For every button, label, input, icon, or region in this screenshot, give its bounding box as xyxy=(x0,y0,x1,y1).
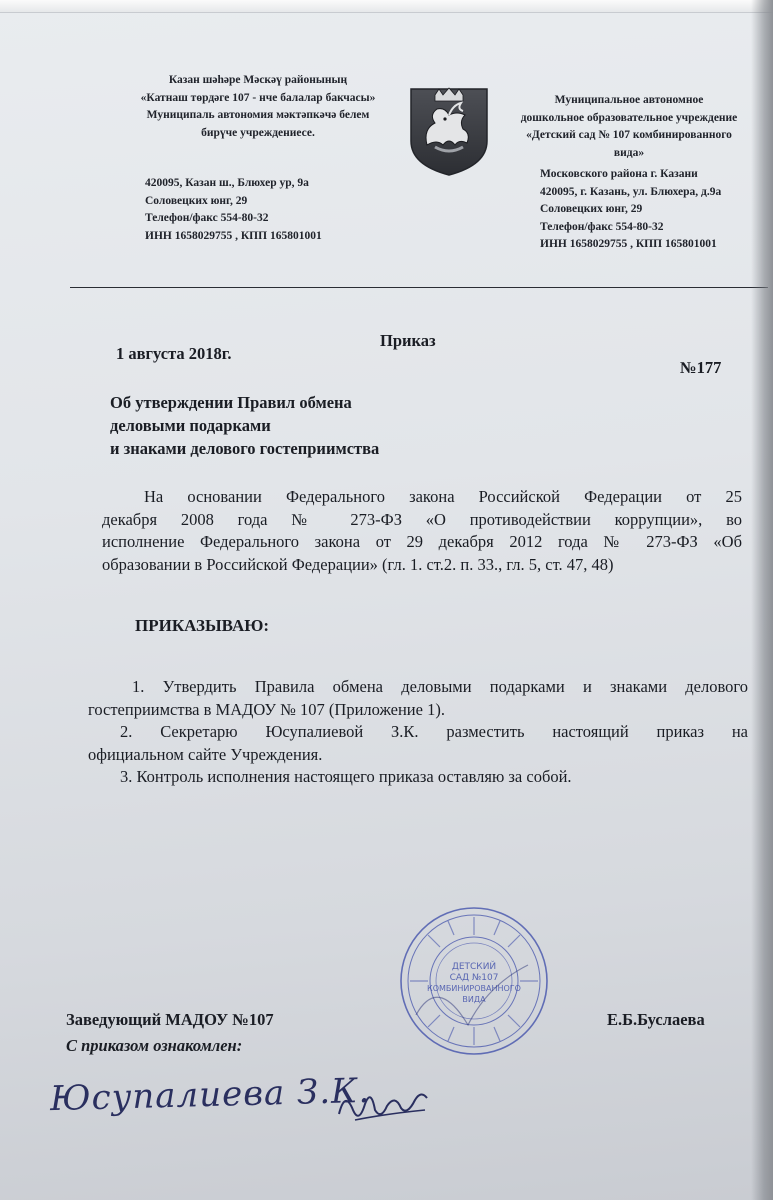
header-left-org-name xyxy=(108,72,408,142)
header-right-address xyxy=(540,166,770,254)
order-directive-heading: ПРИКАЗЫВАЮ: xyxy=(135,616,270,635)
kazan-coat-of-arms-icon xyxy=(405,85,493,177)
acknowledgement-label: С приказом ознакомлен: xyxy=(66,1036,243,1055)
header-right-line: вида» xyxy=(613,146,645,159)
order-item-line: 2. Секретарю Юсупалиевой З.К. разместить настоящий приказ на xyxy=(120,722,748,741)
header-right-line: «Детский сад № 107 комбинированного xyxy=(526,129,732,141)
order-item-line: гостеприимства в МАДОУ № 107 (Приложение 1). xyxy=(88,699,445,719)
header-left-line: «Катнаш төрдәге 107 - нче балалар бакчасы» xyxy=(140,91,376,104)
order-item-line: 3. Контроль исполнения настоящего приказа оставляю за собой. xyxy=(120,767,572,786)
stamp-text: КОМБИНИРОВАННОГО xyxy=(427,984,521,993)
subject-line: Об утверждении Правил обмена xyxy=(110,393,352,412)
header-divider xyxy=(70,287,768,288)
order-number: №177 xyxy=(680,358,722,377)
subject-line: и знаками делового гостеприимства xyxy=(110,439,380,458)
official-stamp xyxy=(398,905,550,1057)
handwritten-signature xyxy=(335,1080,435,1130)
address-line: Московского района г. Казани xyxy=(540,168,698,180)
basis-paragraph xyxy=(102,486,742,576)
paragraph-line: На основании Федерального закона Российской Федерации от 25 xyxy=(144,487,742,506)
header-left-line: Муниципаль автономия мәктәпкәчә белем xyxy=(146,109,370,121)
order-items xyxy=(88,676,748,789)
paragraph-line: декабря 2008 года № 273-ФЗ «О противодействии коррупции», во xyxy=(102,509,742,529)
header-left-address xyxy=(145,175,405,245)
stamp-text: ВИДА xyxy=(462,995,486,1004)
paper-top-edge xyxy=(0,0,773,13)
subject-line: деловыми подарками xyxy=(110,416,271,435)
header-right-line: дошкольное образовательное учреждение xyxy=(520,111,738,124)
address-line: Телефон/факс 554-80-32 xyxy=(145,212,269,224)
address-line: 420095, Казан ш., Блюхер ур, 9а xyxy=(145,177,309,189)
order-subject xyxy=(110,391,379,460)
address-line: ИНН 1658029755 , КПП 165801001 xyxy=(145,229,322,242)
address-line: ИНН 1658029755 , КПП 165801001 xyxy=(540,238,717,250)
header-left-line: бирүче учреждениесе. xyxy=(201,126,315,139)
paragraph-line: образовании в Российской Федерации» (гл. 1. ст.2. п. 33., гл. 5, ст. 47, 48) xyxy=(102,554,614,574)
stamp-text: САД №107 xyxy=(449,973,499,983)
order-date: 1 августа 2018г. xyxy=(116,344,232,363)
header-right-org-name xyxy=(500,92,758,162)
handwritten-acknowledgement: Юсупалиева З.К. xyxy=(49,1070,371,1120)
address-line: Соловецких юнг, 29 xyxy=(540,203,643,215)
address-line: 420095, г. Казань, ул. Блюхера, д.9а xyxy=(540,185,722,198)
document-title: Приказ xyxy=(380,331,436,350)
address-line: Телефон/факс 554-80-32 xyxy=(540,220,664,233)
paper-right-edge xyxy=(751,0,773,1200)
signer-position: Заведующий МАДОУ №107 xyxy=(66,1010,274,1029)
address-line: Соловецких юнг, 29 xyxy=(145,194,248,207)
paragraph-line: исполнение Федерального закона от 29 декабря 2012 года № 273-ФЗ «Об xyxy=(102,532,742,551)
header-left-line: Казан шәһәре Мәскәү районының xyxy=(168,74,348,86)
order-item-line: официальном сайте Учреждения. xyxy=(88,744,323,764)
signer-name: Е.Б.Буслаева xyxy=(607,1010,705,1029)
order-item-line: 1. Утвердить Правила обмена деловыми подарками и знаками делового xyxy=(132,677,748,696)
stamp-text: ДЕТСКИЙ xyxy=(451,962,497,972)
header-right-line: Муниципальное автономное xyxy=(554,94,704,106)
